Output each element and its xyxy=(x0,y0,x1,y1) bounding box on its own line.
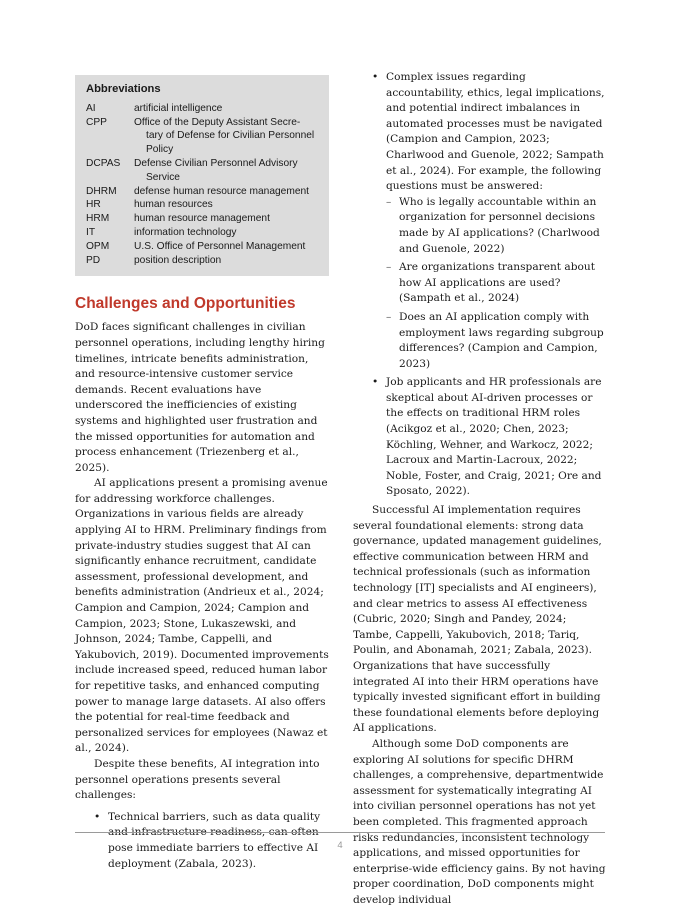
right-column xyxy=(353,70,606,908)
abbreviation-definition: human resources xyxy=(134,199,213,211)
abbreviation-row xyxy=(86,240,318,254)
abbreviation-row xyxy=(86,116,318,157)
abbreviation-row xyxy=(86,198,318,212)
dash-icon: – xyxy=(386,261,392,274)
body-paragraph: Despite these benefits, AI integration into personnel operations presents several challenges: xyxy=(75,757,320,802)
abbreviations-box xyxy=(75,75,329,276)
footer-divider xyxy=(75,832,605,833)
dash-icon: – xyxy=(386,310,392,323)
body-paragraph: AI applications present a promising avenue for addressing workforce challenges. Organizations in various fields are already applying AI to HRM. Preliminary findings from private-industry studies suggest that AI can significantly enhance recruitment, candidate assessment, professional development, and benefits administration (Andrieux et al., 2024; Campion and Campion, 2024; Campion and Campion, 2023; Stone, Lukaszewski, and Johnson, 2024; Tambe, Cappelli, and Yakubovich, 2019). Documented improvements include increased speed, reduced human labor for repetitive tasks, and enhanced computing power to manage large datasets. AI also offers the potential for real-time feedback and personalized services for employees (Nawaz et al., 2024). xyxy=(75,477,329,755)
abbreviation-row xyxy=(86,254,318,268)
abbreviation-term: PD xyxy=(86,254,101,266)
list-item: • Job applicants and HR professionals are skeptical about AI-driven processes or the effects on traditional HRM roles (Acikgoz et al., 2020; Chen, 2023; Köchling, Wehner, and Warkocz, 2022; Lacroux and Martin-Lacroux, 2022; Noble, Foster, and Craig, 2021; Ore and Sposato, 2022). xyxy=(372,376,602,498)
abbreviation-definition: defense human resource management xyxy=(134,185,309,197)
list-item: • Technical barriers, such as data quality and infrastructure readiness, can often pose immediate barriers to effective AI deployment (Zabala, 2023). xyxy=(94,810,321,870)
abbreviation-definition: U.S. Office of Personnel Management xyxy=(134,240,306,252)
question-list xyxy=(386,195,606,373)
section-heading: Challenges and Opportunities xyxy=(75,295,296,313)
abbreviation-definition: artificial intelligence xyxy=(134,102,223,114)
abbreviation-definition: position description xyxy=(134,254,222,266)
body-paragraph: Although some DoD components are exploring AI solutions for specific DHRM challenges, a comprehensive, departmentwide assessment for systematically integrating AI into civilian personnel operations has not yet been completed. This fragmented approach risks redundancies, inconsistent technology applications, and missed opportunities for enterprise-wide efficiency gains. By not having proper coordination, DoD components might develop individual xyxy=(353,737,606,906)
abbreviations-title: Abbreviations xyxy=(86,83,161,95)
dash-icon: – xyxy=(386,195,392,208)
abbreviation-term: HRM xyxy=(86,213,110,225)
abbreviation-definition: Defense Civilian Personnel Advisory Service xyxy=(134,157,298,183)
challenge-list-continued xyxy=(353,70,606,500)
abbreviation-term: IT xyxy=(86,226,96,238)
abbreviation-term: HR xyxy=(86,199,101,211)
list-item: • Complex issues regarding accountability, ethics, legal implications, and potential indirect imbalances in automated processes must be navigated (Campion and Campion, 2023; Charlwood and Guenole, 2022; Sampath et al., 2024). For example, the following questions must be answered: – Who is legally accountable within an organization for personnel decisions made by AI applications? (Charlwood and Guenole, 2022) – Are organizations transparent about how AI applications are used? (Sampath et al., 2024) – Does an AI application comply with employment laws regarding subgroup differences? (Campion and Campion, 2023) xyxy=(353,70,606,372)
page-number: 4 xyxy=(337,840,343,851)
abbreviation-definition: information technology xyxy=(134,226,237,238)
abbreviation-row xyxy=(86,102,318,116)
abbreviation-row xyxy=(86,157,318,185)
abbreviation-row xyxy=(86,212,318,226)
question-item: – Does an AI application comply with employment laws regarding subgroup differences? (Campion and Campion, 2023) xyxy=(386,310,604,370)
bullet-icon: • xyxy=(372,71,379,83)
bullet-icon: • xyxy=(94,810,101,823)
abbreviation-definition: Office of the Deputy Assistant Secre- tary of Defense for Civilian Personnel Policy xyxy=(134,116,315,156)
abbreviation-term: DCPAS xyxy=(86,157,121,169)
abbreviation-row xyxy=(86,185,318,199)
question-item: – Who is legally accountable within an organization for personnel decisions made by AI applications? (Charlwood and Guenole, 2022) xyxy=(386,195,600,255)
abbreviation-term: OPM xyxy=(86,240,110,252)
abbreviation-term: DHRM xyxy=(86,185,117,197)
abbreviation-term: AI xyxy=(86,102,96,114)
left-column xyxy=(75,75,329,875)
body-paragraph: DoD faces significant challenges in civilian personnel operations, including lengthy hiring timelines, intricate benefits administration, and resource-intensive customer service demands. Recent evaluations have underscored the inefficiencies of existing systems and highlighted user frustration and the missed opportunities for automation and process enhancement (Triezenberg et al., 2025). xyxy=(75,321,325,474)
body-paragraph: Successful AI implementation requires several foundational elements: strong data governance, updated management guidelines, effective communication between HRM and technical professionals (such as information technology [IT] specialists and AI engineers), and clear metrics to assess AI effectiveness (Cubric, 2020; Singh and Pandey, 2024; Tambe, Cappelli, Yakubovich, 2018; Tariq, Poulin, and Abonamah, 2021; Zabala, 2023). Organizations that have successfully integrated AI into their HRM operations have typically invested significant effort in building these foundational elements before deploying AI applications. xyxy=(353,504,602,735)
question-item: – Are organizations transparent about how AI applications are used? (Sampath et al., 2024) xyxy=(386,261,595,305)
bullet-icon: • xyxy=(372,376,379,389)
abbreviation-term: CPP xyxy=(86,116,107,128)
abbreviation-row xyxy=(86,226,318,240)
abbreviation-definition: human resource management xyxy=(134,213,270,225)
